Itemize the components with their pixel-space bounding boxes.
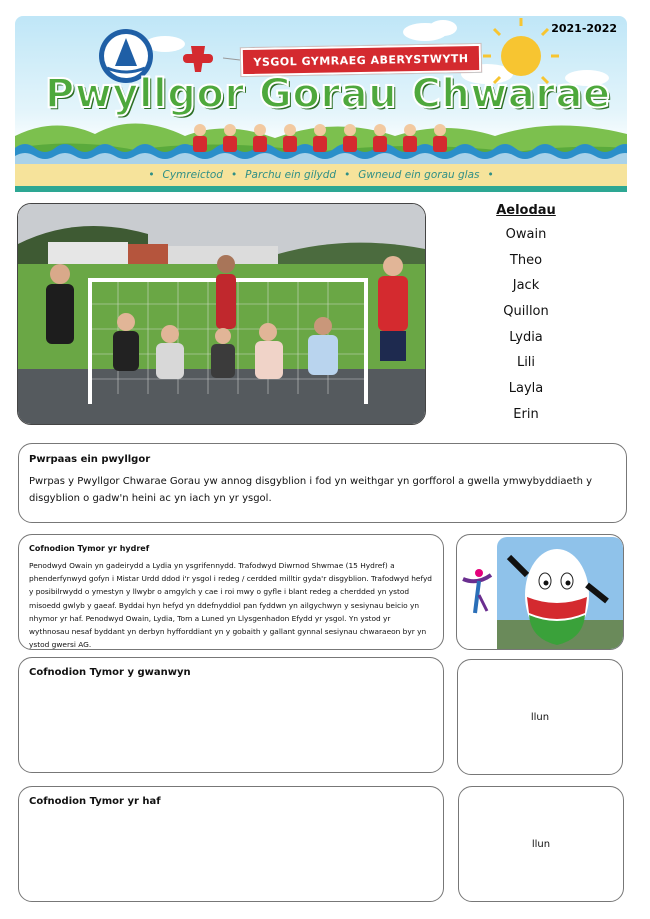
motto-2: Parchu ein gilydd (245, 169, 337, 181)
autumn-text: Penodwyd Owain yn gadeirydd a Lydia yn ysgrifennydd. Trafodwyd Diwrnod Shwmae (15 Hydref) a phenderfynwyd gofyn i Mistar Urdd ddod i'r ysgol i redeg / cerdded milltir gyda'r disgyblion. Trafodwyd hefyd y posibilrwydd o ymestyn y llwybr o amgylch y cae i roi mwy o gyfle i blant redeg a cherdded yn ystod misoedd gwlyb y gaeaf. Byddai hyn hefyd yn ddefnyddiol pan fyddwn yn ailgychwyn y sesiynau beicio yn nhymor yr haf. Penodwyd Owain, Lydia, Tom a Luned yn Llysgenhadon Efydd yr ysgol. Yn ystod yr wythnosau nesaf byddant yn derbyn hyfforddiant yn y gobaith y gallant gynnal sesiynau chwaraeon byr yn ystod gwersi AG. (29, 561, 433, 650)
member-name: Erin (513, 406, 539, 422)
member-name: Theo (509, 252, 543, 268)
member-name: Owain (505, 227, 547, 242)
banner-divider (15, 186, 627, 192)
sports-figure-logo (463, 569, 491, 613)
member-name: Lili (516, 355, 536, 371)
page-title: Pwyllgor Gorau Chwarae (45, 71, 611, 117)
members-heading: Aelodau (496, 203, 556, 218)
member-name: Jack (512, 278, 540, 294)
header-banner (15, 16, 627, 192)
autumn-title: Cofnodion Tymor yr hydref (29, 544, 150, 553)
image-placeholder-label: llun (530, 711, 550, 723)
purpose-title: Pwrpaas ein pwyllgor (29, 454, 151, 465)
purpose-text: Pwrpas y Pwyllgor Chwarae Gorau yw annog disgyblion i fod yn weithgar yn gorfforol a gwella ymwybyddiaeth y disgyblion o gadw'n heini ac yn iach yn yr ysgol. (29, 476, 593, 504)
spring-title: Cofnodion Tymor y gwanwyn (29, 667, 191, 678)
school-name: YSGOL GYMRAEG ABERYSTWYTH (253, 51, 469, 69)
mascot-illustration (457, 535, 624, 650)
children-illustration (193, 124, 447, 152)
autumn-notes-section (18, 534, 444, 650)
spring-notes-section (18, 657, 444, 773)
purpose-section (18, 443, 627, 523)
member-name: Layla (508, 381, 544, 397)
spring-photo-placeholder (457, 659, 623, 775)
image-placeholder-label: llun (531, 838, 551, 850)
summer-notes-section (18, 786, 444, 902)
motto-3: Gwneud ein gorau glas (358, 169, 480, 181)
school-year: 2021-2022 (551, 22, 617, 35)
summer-photo-placeholder (458, 786, 624, 902)
member-name: Quillon (503, 304, 549, 320)
motto-strip: • Cymreictod • Parchu ein gilydd • Gwneud ein gorau glas • (15, 164, 627, 186)
member-name: Lydia (509, 329, 543, 345)
members-list (476, 200, 576, 428)
summer-title: Cofnodion Tymor yr haf (29, 796, 161, 807)
motto-1: Cymreictod (162, 169, 223, 181)
autumn-photo (456, 534, 624, 650)
photo-illustration (18, 204, 425, 424)
committee-photo (17, 203, 426, 425)
plane-icon (183, 46, 240, 72)
